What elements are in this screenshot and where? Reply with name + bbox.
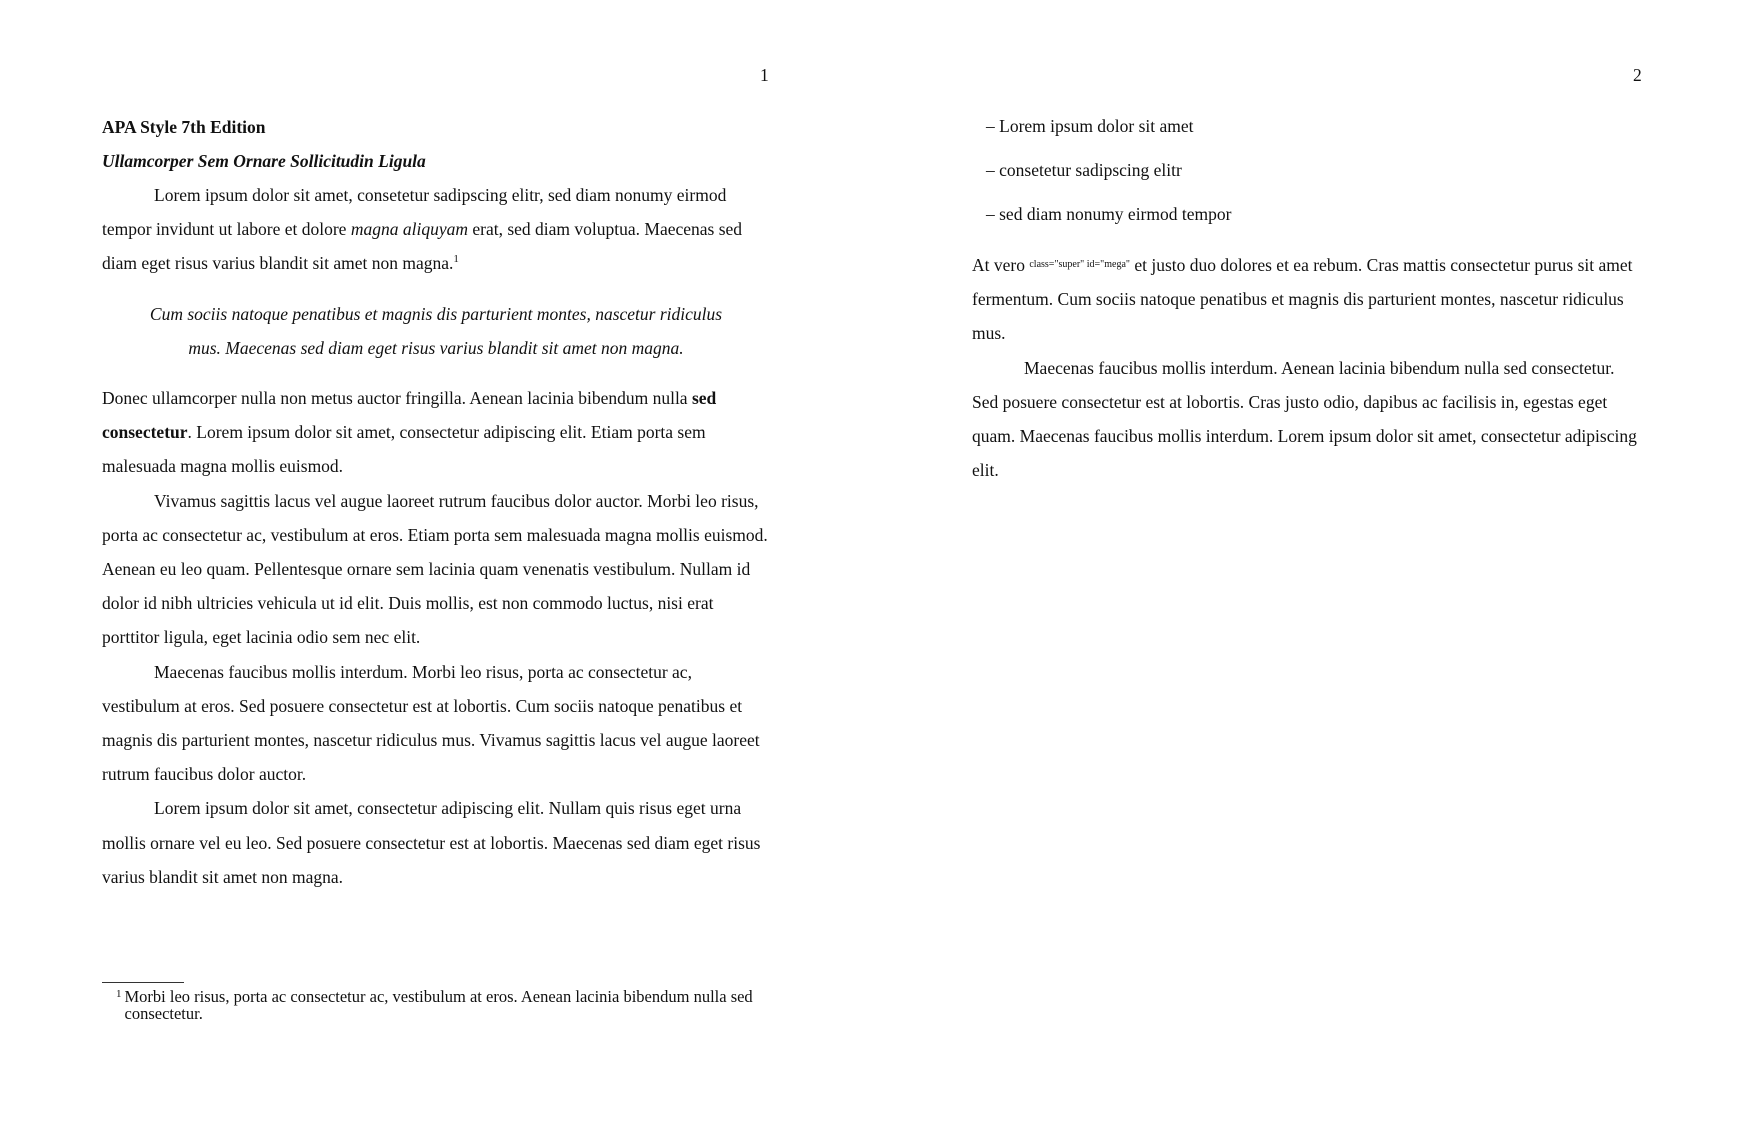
footnote-divider <box>102 982 184 983</box>
paragraph-1 <box>102 178 770 281</box>
page-2-body <box>972 110 1640 487</box>
paragraph-2-text-b: . Lorem ipsum dolor sit amet, consectetur adipiscing elit. Etiam porta sem malesuada magna mollis euismod. <box>102 422 706 477</box>
paragraph-1-text-a: Lorem ipsum dolor sit amet, consetetur sadipscing elitr, sed diam nonumy eirmod tempor invidunt ut labore et dolore <box>102 185 727 240</box>
paragraph-1-emphasis: magna aliquyam <box>350 219 468 240</box>
paragraph-2 <box>102 381 770 484</box>
page-number: 2 <box>1633 65 1642 85</box>
footnote-marker: 1 <box>116 988 122 1000</box>
page-2 <box>870 0 1740 1125</box>
paragraph-1-text-b: et justo duo dolores et ea rebum. Cras mattis consectetur purus sit amet fermentum. Cum sociis natoque penatibus et magnis dis parturient montes, nascetur ridiculus mus. <box>972 255 1633 344</box>
stray-markup-text: class="super" id="mega" <box>1029 259 1130 270</box>
page-1-body <box>102 110 770 894</box>
block-quote: Cum sociis natoque penatibus et magnis dis parturient montes, nascetur ridiculus mus. Maecenas sed diam eget risus varius blandit sit amet non magna. <box>149 303 723 358</box>
paragraph-4: Maecenas faucibus mollis interdum. Morbi leo risus, porta ac consectetur ac, vestibulum at eros. Sed posuere consectetur est at lobortis. Cum sociis natoque penatibus et magnis dis parturient montes, nascetur ridiculus mus. Vivamus sagittis lacus vel augue laoreet rutrum faucibus dolor auctor. <box>102 661 760 785</box>
list-item: – sed diam nonumy eirmod tempor <box>986 204 1232 224</box>
paragraph-1-text-b: erat, sed diam voluptua. Maecenas sed diam eget risus varius blandit sit amet non magna. <box>102 219 743 274</box>
paragraph-1 <box>972 248 1640 351</box>
paragraph-2-strong: sed consectetur <box>102 388 717 443</box>
paragraph-3: Vivamus sagittis lacus vel augue laoreet rutrum faucibus dolor auctor. Morbi leo risus, porta ac consectetur ac, vestibulum at eros. Etiam porta sem malesuada magna mollis euismod. Aenean eu leo quam. Pellentesque ornare sem lacinia quam venenatis vestibulum. Nullam id dolor id nibh ultricies vehicula ut id elit. Duis mollis, est non commodo luctus, nisi erat porttitor ligula, eget lacinia odio sem nec elit. <box>102 490 768 648</box>
paragraph-2-text-a: Donec ullamcorper nulla non metus auctor fringilla. Aenean lacinia bibendum nulla <box>102 388 692 409</box>
list-item: – consetetur sadipscing elitr <box>986 160 1182 180</box>
paragraph-2: Maecenas faucibus mollis interdum. Aenean lacinia bibendum nulla sed consectetur. Sed posuere consectetur est at lobortis. Cras justo odio, dapibus ac facilisis in, egestas eget quam. Maecenas faucibus mollis interdum. Lorem ipsum dolor sit amet, consectetur adipiscing elit. <box>972 357 1637 481</box>
bullet-list <box>972 104 1640 236</box>
spacer <box>972 236 1640 248</box>
list-item: – Lorem ipsum dolor sit amet <box>986 116 1194 136</box>
paragraph-1-text-a: At vero <box>972 255 1030 275</box>
footnote <box>116 988 766 1022</box>
footnote-text: Morbi leo risus, porta ac consectetur ac, vestibulum at eros. Aenean lacinia bibendum nulla sed consectetur. <box>124 987 753 1023</box>
paragraph-5: Lorem ipsum dolor sit amet, consectetur adipiscing elit. Nullam quis risus eget urna mollis ornare vel eu leo. Sed posuere consectetur est at lobortis. Maecenas sed diam eget risus varius blandit sit amet non magna. <box>102 798 761 887</box>
page-number: 1 <box>760 65 769 85</box>
section-heading: Ullamcorper Sem Ornare Sollicitudin Ligula <box>102 151 426 171</box>
footnote-reference[interactable]: 1 <box>453 253 459 266</box>
document-title: APA Style 7th Edition <box>102 117 266 137</box>
